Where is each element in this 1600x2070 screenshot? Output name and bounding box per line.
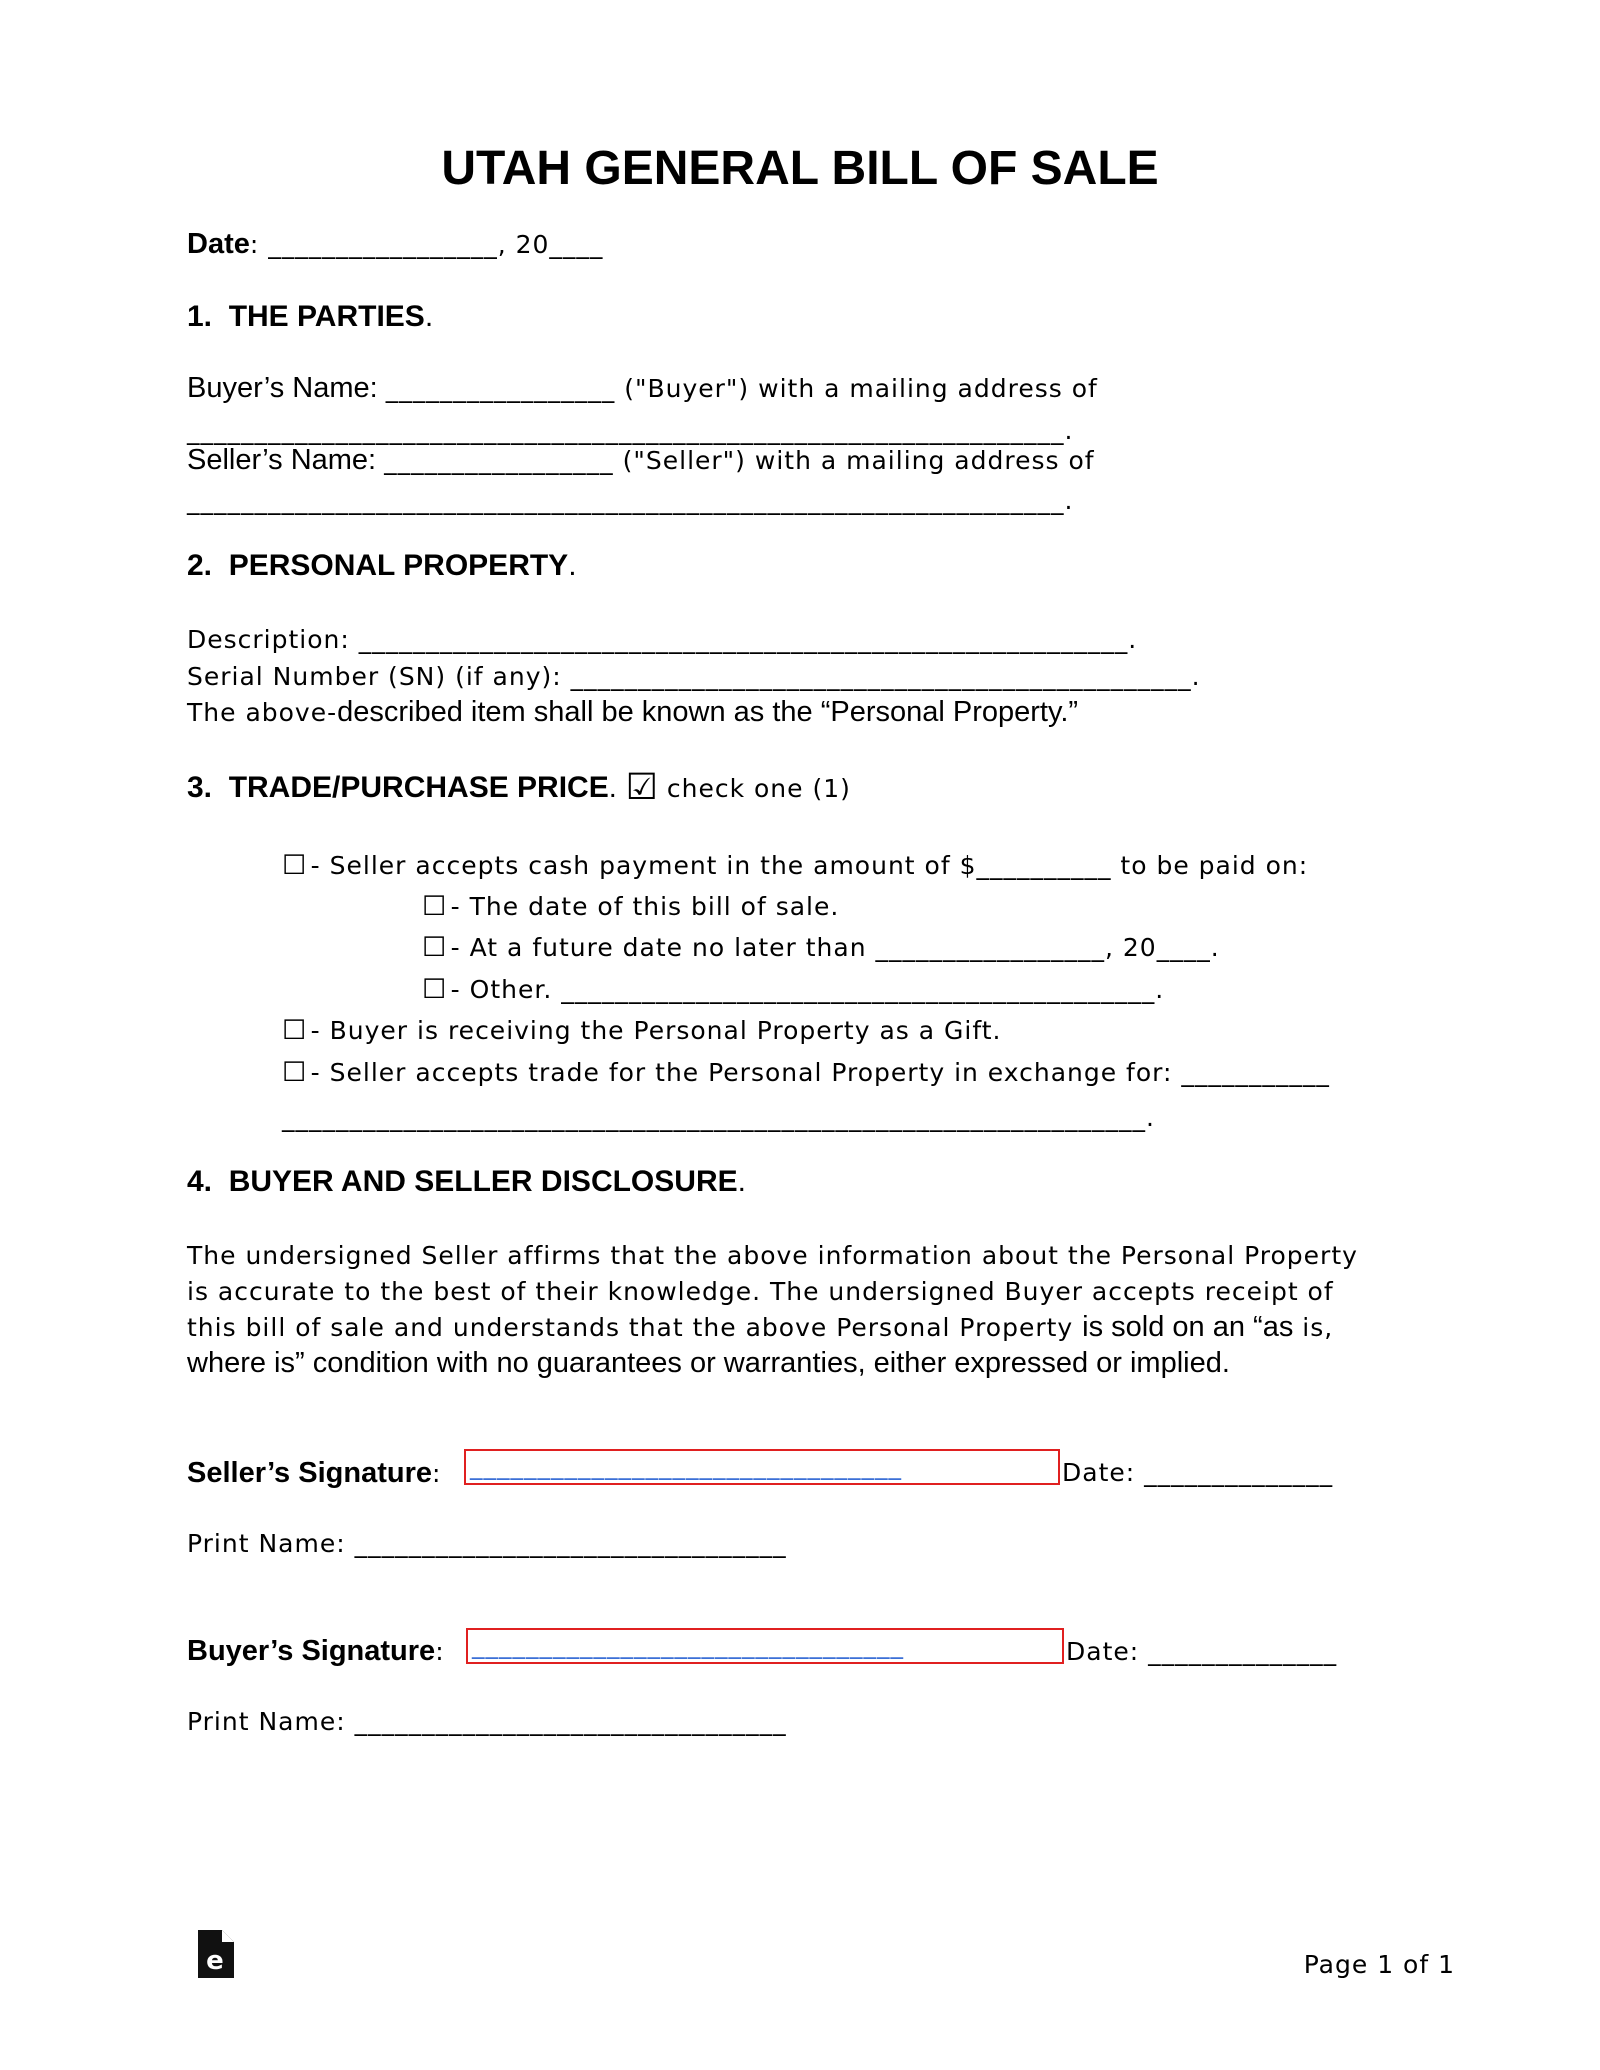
section-4-heading: 4. BUYER AND SELLER DISCLOSURE. — [187, 1165, 746, 1198]
disclosure-line-4: where is” condition with no guarantees or warranties, either expressed or implied. — [187, 1347, 1230, 1379]
section-3-heading: 3. TRADE/PURCHASE PRICE — [187, 771, 609, 804]
trade-description-field[interactable]: ________________________________________________________________. — [282, 1103, 1155, 1132]
other-label: - Other. ____________________________________________. — [450, 975, 1165, 1004]
date-of-sale-label: - The date of this bill of sale. — [450, 892, 840, 921]
description-field[interactable]: Description: _________________________________________________________. — [187, 625, 1138, 654]
gift-checkbox[interactable]: ☐ — [282, 1015, 307, 1046]
buyer-signature-label-line: Buyer’s Signature: — [187, 1635, 445, 1667]
check-one-note: check one (1) — [666, 774, 851, 803]
buyer-name-line — [187, 374, 1098, 403]
trade-option-label: - Seller accepts trade for the Personal Property in exchange for: ___________ — [310, 1058, 1330, 1087]
date-line — [187, 230, 603, 259]
sub-option-future — [422, 934, 1220, 961]
date-of-sale-checkbox[interactable]: ☐ — [422, 891, 447, 922]
buyer-signature-field[interactable]: ________________________________ — [466, 1628, 1064, 1664]
section-1-heading: 1. THE PARTIES. — [187, 300, 434, 333]
seller-name-field[interactable]: _________________ ("Seller") with a mailing address of — [384, 446, 1095, 475]
seller-signature-label-line: Seller’s Signature: — [187, 1457, 442, 1489]
disclosure-line-1: The undersigned Seller affirms that the above information about the Personal Property — [187, 1241, 1358, 1270]
date-blank[interactable]: : _________________, 20____ — [249, 230, 604, 259]
option-gift — [282, 1017, 1001, 1044]
serial-number-field[interactable]: Serial Number (SN) (if any): ______________________________________________. — [187, 662, 1201, 691]
logo-letter: e — [206, 1946, 224, 1976]
buyer-print-name-field[interactable]: Print Name: ________________________________ — [187, 1707, 787, 1736]
other-checkbox[interactable]: ☐ — [422, 974, 447, 1005]
future-date-label: - At a future date no later than _________________, 20____. — [450, 933, 1220, 962]
disclosure-line-2: is accurate to the best of their knowledge. The undersigned Buyer accepts receipt of — [187, 1277, 1334, 1306]
buyer-address-field[interactable]: _________________________________________________________________. — [187, 416, 1074, 445]
seller-name-label: Seller’s Name: — [187, 444, 385, 476]
document-title: UTAH GENERAL BILL OF SALE — [441, 142, 1159, 195]
disclosure-line-3: this bill of sale and understands that the above Personal Property is sold on an “as is, — [187, 1311, 1334, 1343]
section-3-heading-line: 3. TRADE/PURCHASE PRICE. ☑ check one (1) — [187, 767, 851, 808]
section-2-heading: 2. PERSONAL PROPERTY. — [187, 549, 577, 582]
checkmark-icon: ☑ — [625, 767, 658, 808]
gift-option-label: - Buyer is receiving the Personal Property as a Gift. — [310, 1016, 1002, 1045]
eforms-logo-icon — [198, 1930, 234, 1978]
page-number: Page 1 of 1 — [1303, 1950, 1455, 1979]
seller-name-line — [187, 446, 1095, 475]
seller-date-field[interactable]: Date: ______________ — [1062, 1458, 1334, 1487]
seller-address-field[interactable]: _________________________________________________________________. — [187, 486, 1074, 515]
buyer-signature-label: Buyer’s Signature — [187, 1635, 436, 1667]
buyer-name-field[interactable]: _________________ ("Buyer") with a mailing address of — [385, 374, 1098, 403]
buyer-name-label: Buyer’s Name: — [187, 372, 386, 404]
cash-checkbox[interactable]: ☐ — [282, 850, 307, 881]
trade-checkbox[interactable]: ☐ — [282, 1057, 307, 1088]
option-cash — [282, 852, 1308, 879]
personal-property-definition: The above-described item shall be known as the “Personal Property.” — [187, 696, 1079, 728]
sub-option-date — [422, 893, 839, 920]
seller-signature-field[interactable]: ________________________________ — [464, 1449, 1060, 1485]
buyer-date-field[interactable]: Date: ______________ — [1066, 1637, 1338, 1666]
seller-print-name-field[interactable]: Print Name: ________________________________ — [187, 1529, 787, 1558]
option-trade — [282, 1059, 1330, 1086]
seller-signature-label: Seller’s Signature — [187, 1457, 432, 1489]
cash-option-label: - Seller accepts cash payment in the amount of $__________ to be paid on: — [310, 851, 1309, 880]
date-label: Date — [187, 228, 250, 260]
sub-option-other — [422, 976, 1164, 1003]
future-date-checkbox[interactable]: ☐ — [422, 932, 447, 963]
